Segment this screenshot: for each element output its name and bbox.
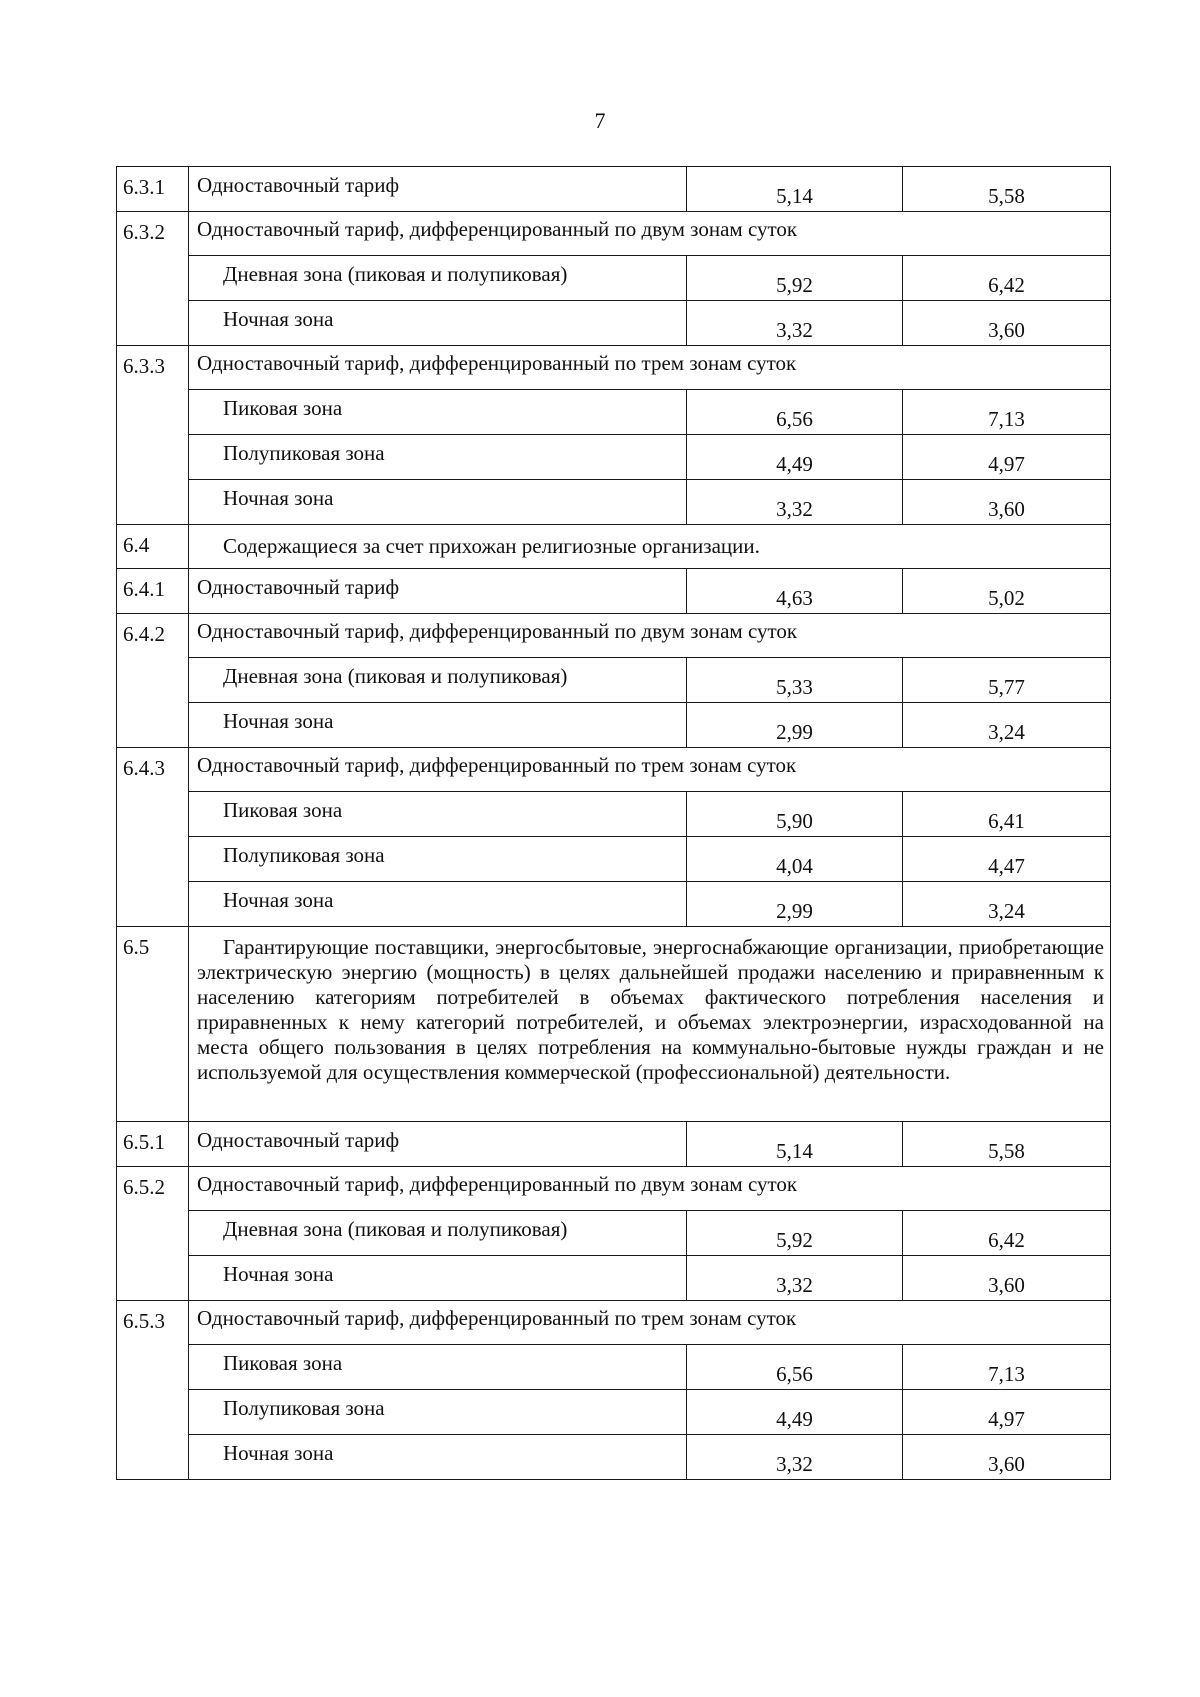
section-number: 6.5.3 (117, 1301, 189, 1480)
zone-label: Пиковая зона (189, 792, 687, 837)
zone-row (117, 792, 1111, 837)
zone-value-first-half: 5,92 (687, 1211, 903, 1256)
zone-value-second-half: 6,42 (903, 1211, 1111, 1256)
tariff-group-label: Одноставочный тариф, дифференцированный по трем зонам суток (189, 346, 1111, 390)
zone-value-first-half: 5,90 (687, 792, 903, 837)
zone-value-second-half: 6,41 (903, 792, 1111, 837)
zone-value-second-half: 7,13 (903, 1345, 1111, 1390)
section-number: 6.5.1 (117, 1122, 189, 1167)
tariff-value-second-half: 5,58 (903, 1122, 1111, 1167)
category-description-cell (189, 927, 1111, 1122)
tariff-value-second-half: 5,58 (903, 167, 1111, 212)
zone-value-first-half: 5,92 (687, 256, 903, 301)
tariff-table-body (117, 167, 1111, 1480)
zone-value-first-half: 2,99 (687, 882, 903, 927)
zone-label: Дневная зона (пиковая и полупиковая) (189, 256, 687, 301)
zone-row (117, 1256, 1111, 1301)
zone-value-second-half: 4,97 (903, 435, 1111, 480)
zone-label: Ночная зона (189, 1256, 687, 1301)
tariff-group-label: Одноставочный тариф, дифференцированный по двум зонам суток (189, 212, 1111, 256)
category-heading: Содержащиеся за счет прихожан религиозные организации. (189, 525, 1111, 569)
zone-row (117, 1435, 1111, 1480)
tariff-group-label: Одноставочный тариф, дифференцированный по трем зонам суток (189, 748, 1111, 792)
zone-label: Ночная зона (189, 703, 687, 748)
zone-label: Полупиковая зона (189, 837, 687, 882)
zone-label: Полупиковая зона (189, 1390, 687, 1435)
zone-row (117, 480, 1111, 525)
tariff-group-header-row (117, 748, 1111, 792)
zone-value-first-half: 3,32 (687, 301, 903, 346)
tariff-group-header-row (117, 346, 1111, 390)
zone-value-first-half: 2,99 (687, 703, 903, 748)
zone-row (117, 1211, 1111, 1256)
zone-label: Пиковая зона (189, 390, 687, 435)
zone-label: Дневная зона (пиковая и полупиковая) (189, 1211, 687, 1256)
zone-value-second-half: 3,60 (903, 1256, 1111, 1301)
zone-label: Ночная зона (189, 1435, 687, 1480)
zone-label: Пиковая зона (189, 1345, 687, 1390)
tariff-value-first-half: 5,14 (687, 1122, 903, 1167)
zone-value-second-half: 5,77 (903, 658, 1111, 703)
zone-value-first-half: 4,49 (687, 435, 903, 480)
zone-row (117, 301, 1111, 346)
tariff-row (117, 1122, 1111, 1167)
tariff-label: Одноставочный тариф (189, 167, 687, 212)
zone-value-second-half: 3,60 (903, 301, 1111, 346)
section-number: 6.4.1 (117, 569, 189, 614)
zone-value-first-half: 4,04 (687, 837, 903, 882)
page-number: 7 (594, 108, 606, 133)
zone-value-first-half: 6,56 (687, 1345, 903, 1390)
tariff-value-second-half: 5,02 (903, 569, 1111, 614)
zone-value-first-half: 6,56 (687, 390, 903, 435)
zone-label: Полупиковая зона (189, 435, 687, 480)
category-description: Гарантирующие поставщики, энергосбытовые, энергоснабжающие организации, приобретающие электрическую энергию (мощность) в целях дальнейшей продажи населению и приравненным к населению категориям потребителей в объемах фактического потребления населения и приравненных к нему категорий потребителей, и объемах электроэнергии, израсходованной на места общего пользования в целях потребления на коммунально-бытовые нужды граждан и не используемой для осуществления коммерческой (профессиональной) деятельности. (197, 935, 1104, 1084)
tariff-label: Одноставочный тариф (189, 1122, 687, 1167)
zone-label: Ночная зона (189, 480, 687, 525)
tariff-group-header-row (117, 614, 1111, 658)
tariff-value-first-half: 4,63 (687, 569, 903, 614)
tariff-group-header-row (117, 1301, 1111, 1345)
zone-value-second-half: 4,97 (903, 1390, 1111, 1435)
zone-value-first-half: 3,32 (687, 1435, 903, 1480)
tariff-group-label: Одноставочный тариф, дифференцированный по трем зонам суток (189, 1301, 1111, 1345)
zone-value-second-half: 3,60 (903, 480, 1111, 525)
section-number: 6.5 (117, 927, 189, 1122)
zone-row (117, 1345, 1111, 1390)
zone-row (117, 390, 1111, 435)
tariff-table (116, 166, 1111, 1480)
section-number: 6.3.1 (117, 167, 189, 212)
zone-value-second-half: 6,42 (903, 256, 1111, 301)
zone-row (117, 1390, 1111, 1435)
zone-row (117, 703, 1111, 748)
zone-row (117, 256, 1111, 301)
tariff-group-label: Одноставочный тариф, дифференцированный по двум зонам суток (189, 614, 1111, 658)
zone-value-second-half: 3,24 (903, 882, 1111, 927)
zone-value-second-half: 4,47 (903, 837, 1111, 882)
tariff-group-header-row (117, 1167, 1111, 1211)
zone-row (117, 658, 1111, 703)
zone-value-first-half: 5,33 (687, 658, 903, 703)
zone-row (117, 882, 1111, 927)
tariff-group-label: Одноставочный тариф, дифференцированный по двум зонам суток (189, 1167, 1111, 1211)
zone-label: Дневная зона (пиковая и полупиковая) (189, 658, 687, 703)
zone-row (117, 837, 1111, 882)
section-number: 6.3.3 (117, 346, 189, 525)
zone-value-first-half: 3,32 (687, 1256, 903, 1301)
section-number: 6.4.2 (117, 614, 189, 748)
category-description-row (117, 927, 1111, 1122)
zone-value-first-half: 3,32 (687, 480, 903, 525)
zone-value-second-half: 7,13 (903, 390, 1111, 435)
zone-row (117, 435, 1111, 480)
zone-value-second-half: 3,24 (903, 703, 1111, 748)
zone-value-second-half: 3,60 (903, 1435, 1111, 1480)
tariff-value-first-half: 5,14 (687, 167, 903, 212)
zone-value-first-half: 4,49 (687, 1390, 903, 1435)
section-number: 6.4.3 (117, 748, 189, 927)
tariff-label: Одноставочный тариф (189, 569, 687, 614)
zone-label: Ночная зона (189, 882, 687, 927)
section-number: 6.5.2 (117, 1167, 189, 1301)
section-number: 6.4 (117, 525, 189, 569)
section-number: 6.3.2 (117, 212, 189, 346)
tariff-row (117, 569, 1111, 614)
tariff-row (117, 167, 1111, 212)
category-heading-row (117, 525, 1111, 569)
zone-label: Ночная зона (189, 301, 687, 346)
tariff-group-header-row (117, 212, 1111, 256)
